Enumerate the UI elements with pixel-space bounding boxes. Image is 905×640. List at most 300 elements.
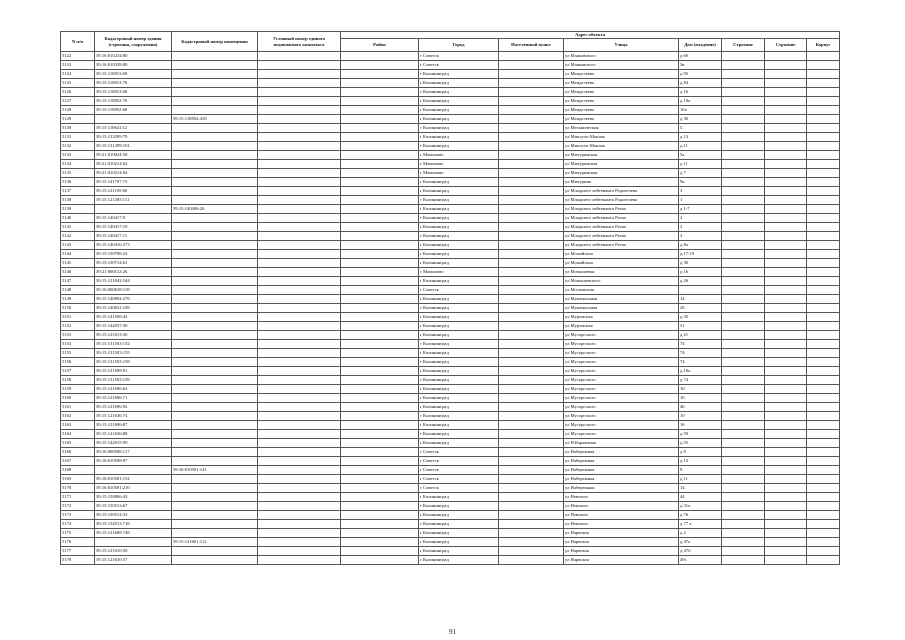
row-number: 5158 bbox=[61, 376, 95, 385]
korpus-cell bbox=[807, 448, 840, 457]
city-cell: г Калининград bbox=[419, 196, 499, 205]
table-row bbox=[61, 520, 840, 529]
settlement-cell bbox=[499, 493, 564, 502]
city-cell: г Калининград bbox=[419, 547, 499, 556]
street-cell: ул Мусоргского bbox=[564, 340, 679, 349]
street-cell: ул Миклухо-Маклая bbox=[564, 133, 679, 142]
city-cell: г Советск bbox=[419, 286, 499, 295]
street-cell: ул Мукомольная bbox=[564, 304, 679, 313]
building-cell bbox=[722, 151, 765, 160]
table-row bbox=[61, 124, 840, 133]
cad-building-cell: 39:21:000112:26 bbox=[95, 268, 172, 277]
city-cell: г Мамоново bbox=[419, 160, 499, 169]
settlement-cell bbox=[499, 475, 564, 484]
building-cell bbox=[722, 214, 765, 223]
city-cell: г Калининград bbox=[419, 349, 499, 358]
house-cell: 5а bbox=[679, 151, 722, 160]
korpus-cell bbox=[807, 520, 840, 529]
district-cell bbox=[341, 394, 419, 403]
table-row bbox=[61, 151, 840, 160]
structure-cell bbox=[765, 421, 807, 430]
unique-complex-cell bbox=[258, 142, 341, 151]
cad-building-cell: 39:15:121610:58 bbox=[95, 547, 172, 556]
row-number: 5166 bbox=[61, 448, 95, 457]
row-number: 5153 bbox=[61, 331, 95, 340]
district-cell bbox=[341, 304, 419, 313]
cad-room-cell bbox=[172, 79, 258, 88]
structure-cell bbox=[765, 313, 807, 322]
cad-room-cell bbox=[172, 430, 258, 439]
cad-room-cell bbox=[172, 151, 258, 160]
structure-cell bbox=[765, 124, 807, 133]
row-number: 5143 bbox=[61, 241, 95, 250]
cad-room-cell: 39:15:110852:418 bbox=[172, 115, 258, 124]
unique-complex-cell bbox=[258, 79, 341, 88]
cad-building-cell: 39:15:140804:27б bbox=[95, 295, 172, 304]
house-cell: д 11 bbox=[679, 160, 722, 169]
unique-complex-cell bbox=[258, 295, 341, 304]
settlement-cell bbox=[499, 160, 564, 169]
settlement-cell bbox=[499, 61, 564, 70]
korpus-cell bbox=[807, 385, 840, 394]
street-cell: ул Мусоргского bbox=[564, 367, 679, 376]
house-cell: 10а bbox=[679, 106, 722, 115]
unique-complex-cell bbox=[258, 493, 341, 502]
house-cell: 10 bbox=[679, 385, 722, 394]
table-row bbox=[61, 475, 840, 484]
street-cell: ул Мусоргского bbox=[564, 430, 679, 439]
table-row bbox=[61, 241, 840, 250]
city-cell: г Калининград bbox=[419, 331, 499, 340]
row-number: 5135 bbox=[61, 169, 95, 178]
korpus-cell bbox=[807, 358, 840, 367]
building-cell bbox=[722, 394, 765, 403]
city-cell: г Калининград bbox=[419, 511, 499, 520]
settlement-cell bbox=[499, 259, 564, 268]
table-row bbox=[61, 268, 840, 277]
house-cell: 5 bbox=[679, 124, 722, 133]
table-row bbox=[61, 88, 840, 97]
korpus-cell bbox=[807, 304, 840, 313]
house-cell: д 77 а bbox=[679, 520, 722, 529]
structure-cell bbox=[765, 187, 807, 196]
house-cell: д 16 bbox=[679, 268, 722, 277]
col-header-district: Район bbox=[341, 39, 419, 52]
city-cell: г Калининград bbox=[419, 250, 499, 259]
settlement-cell bbox=[499, 331, 564, 340]
table-row bbox=[61, 115, 840, 124]
city-cell: г Калининград bbox=[419, 493, 499, 502]
row-number: 5136 bbox=[61, 178, 95, 187]
unique-complex-cell bbox=[258, 367, 341, 376]
unique-complex-cell bbox=[258, 475, 341, 484]
structure-cell bbox=[765, 178, 807, 187]
district-cell bbox=[341, 187, 419, 196]
settlement-cell bbox=[499, 97, 564, 106]
settlement-cell bbox=[499, 538, 564, 547]
street-cell: ул Мусоргского bbox=[564, 358, 679, 367]
row-number: 5170 bbox=[61, 484, 95, 493]
table-row bbox=[61, 448, 840, 457]
korpus-cell bbox=[807, 124, 840, 133]
table-row bbox=[61, 403, 840, 412]
korpus-cell bbox=[807, 88, 840, 97]
table-row bbox=[61, 52, 840, 61]
house-cell: д 59 bbox=[679, 430, 722, 439]
district-cell bbox=[341, 511, 419, 520]
building-cell bbox=[722, 52, 765, 61]
settlement-cell bbox=[499, 376, 564, 385]
house-cell: д 10а bbox=[679, 367, 722, 376]
settlement-cell bbox=[499, 178, 564, 187]
cad-building-cell: 39:15:110852:60 bbox=[95, 106, 172, 115]
korpus-cell bbox=[807, 493, 840, 502]
building-cell bbox=[722, 250, 765, 259]
korpus-cell bbox=[807, 412, 840, 421]
district-cell bbox=[341, 97, 419, 106]
cad-building-cell: 39:15:150514:33 bbox=[95, 511, 172, 520]
cad-room-cell bbox=[172, 475, 258, 484]
cad-building-cell: 39:15:140631:169 bbox=[95, 304, 172, 313]
cad-room-cell bbox=[172, 214, 258, 223]
unique-complex-cell bbox=[258, 331, 341, 340]
page-number: 91 bbox=[449, 628, 456, 636]
house-cell: д 11 bbox=[679, 475, 722, 484]
settlement-cell bbox=[499, 457, 564, 466]
settlement-cell bbox=[499, 52, 564, 61]
row-number: 5144 bbox=[61, 250, 95, 259]
building-cell bbox=[722, 304, 765, 313]
table-row bbox=[61, 61, 840, 70]
house-cell: д 21 bbox=[679, 331, 722, 340]
district-cell bbox=[341, 538, 419, 547]
korpus-cell bbox=[807, 349, 840, 358]
street-cell: ул Набережная bbox=[564, 457, 679, 466]
building-cell bbox=[722, 376, 765, 385]
city-cell: г Калининград bbox=[419, 70, 499, 79]
korpus-cell bbox=[807, 115, 840, 124]
col-header-structure: Строение bbox=[765, 39, 807, 52]
city-cell: г Калининград bbox=[419, 412, 499, 421]
row-number: 5151 bbox=[61, 313, 95, 322]
settlement-cell bbox=[499, 70, 564, 79]
settlement-cell bbox=[499, 340, 564, 349]
table-row bbox=[61, 412, 840, 421]
street-cell: ул Младшего лейтенанта Родителева bbox=[564, 187, 679, 196]
table-row bbox=[61, 529, 840, 538]
settlement-cell bbox=[499, 286, 564, 295]
building-cell bbox=[722, 439, 765, 448]
structure-cell bbox=[765, 106, 807, 115]
city-cell: г Калининград bbox=[419, 187, 499, 196]
korpus-cell bbox=[807, 538, 840, 547]
street-cell: ул Менделеева bbox=[564, 106, 679, 115]
house-cell: 3в bbox=[679, 61, 722, 70]
row-number: 5133 bbox=[61, 151, 95, 160]
cad-room-cell bbox=[172, 403, 258, 412]
building-cell bbox=[722, 187, 765, 196]
house-cell: д 31а bbox=[679, 502, 722, 511]
settlement-cell bbox=[499, 439, 564, 448]
cad-building-cell bbox=[95, 205, 172, 214]
district-cell bbox=[341, 259, 419, 268]
district-cell bbox=[341, 493, 419, 502]
row-number: 5122 bbox=[61, 52, 95, 61]
house-cell: 46 bbox=[679, 403, 722, 412]
street-cell: ул Нарвская bbox=[564, 547, 679, 556]
table-row bbox=[61, 511, 840, 520]
building-cell bbox=[722, 403, 765, 412]
cad-room-cell bbox=[172, 340, 258, 349]
structure-cell bbox=[765, 97, 807, 106]
row-number: 5168 bbox=[61, 466, 95, 475]
unique-complex-cell bbox=[258, 358, 341, 367]
city-cell: г Калининград bbox=[419, 385, 499, 394]
unique-complex-cell bbox=[258, 403, 341, 412]
street-cell: ул Механическая bbox=[564, 124, 679, 133]
street-cell: ул Мопышевского bbox=[564, 277, 679, 286]
unique-complex-cell bbox=[258, 133, 341, 142]
settlement-cell bbox=[499, 484, 564, 493]
building-cell bbox=[722, 124, 765, 133]
city-cell: г Калининград bbox=[419, 430, 499, 439]
unique-complex-cell bbox=[258, 547, 341, 556]
korpus-cell bbox=[807, 232, 840, 241]
building-cell bbox=[722, 169, 765, 178]
cad-room-cell bbox=[172, 61, 258, 70]
cad-room-cell bbox=[172, 511, 258, 520]
district-cell bbox=[341, 502, 419, 511]
row-number: 5125 bbox=[61, 79, 95, 88]
city-cell: г Калининград bbox=[419, 394, 499, 403]
structure-cell bbox=[765, 511, 807, 520]
table-row bbox=[61, 322, 840, 331]
building-cell bbox=[722, 511, 765, 520]
city-cell: г Калининград bbox=[419, 367, 499, 376]
row-number: 5134 bbox=[61, 160, 95, 169]
cad-room-cell bbox=[172, 322, 258, 331]
cad-room-cell bbox=[172, 178, 258, 187]
structure-cell bbox=[765, 196, 807, 205]
district-cell bbox=[341, 106, 419, 115]
city-cell: г Калининград bbox=[419, 133, 499, 142]
house-cell: д 26 bbox=[679, 277, 722, 286]
cad-room-cell bbox=[172, 448, 258, 457]
korpus-cell bbox=[807, 295, 840, 304]
korpus-cell bbox=[807, 142, 840, 151]
cad-room-cell bbox=[172, 394, 258, 403]
unique-complex-cell bbox=[258, 70, 341, 79]
cad-room-cell bbox=[172, 259, 258, 268]
row-number: 5129 bbox=[61, 115, 95, 124]
cad-room-cell bbox=[172, 547, 258, 556]
structure-cell bbox=[765, 547, 807, 556]
row-number: 5145 bbox=[61, 259, 95, 268]
city-cell: г Калининград bbox=[419, 124, 499, 133]
row-number: 5178 bbox=[61, 556, 95, 565]
building-cell bbox=[722, 178, 765, 187]
district-cell bbox=[341, 286, 419, 295]
settlement-cell bbox=[499, 214, 564, 223]
cad-building-cell: 39:16:010501:152 bbox=[95, 475, 172, 484]
district-cell bbox=[341, 160, 419, 169]
street-cell: ул Менделеева bbox=[564, 70, 679, 79]
row-number: 5138 bbox=[61, 196, 95, 205]
street-cell: ул Младшего лейтенанта Ротко bbox=[564, 214, 679, 223]
district-cell bbox=[341, 295, 419, 304]
house-cell: 2 bbox=[679, 232, 722, 241]
cad-room-cell bbox=[172, 313, 258, 322]
col-header-settlement: Населенный пункт bbox=[499, 39, 564, 52]
table-row bbox=[61, 286, 840, 295]
street-cell: ул Мусоргского bbox=[564, 385, 679, 394]
table-row bbox=[61, 331, 840, 340]
building-cell bbox=[722, 88, 765, 97]
unique-complex-cell bbox=[258, 61, 341, 70]
korpus-cell bbox=[807, 457, 840, 466]
street-cell: ул Маяковского bbox=[564, 61, 679, 70]
house-cell: д 1-7 bbox=[679, 205, 722, 214]
building-cell bbox=[722, 331, 765, 340]
row-number: 5124 bbox=[61, 70, 95, 79]
table-row bbox=[61, 223, 840, 232]
cad-room-cell bbox=[172, 187, 258, 196]
cad-room-cell bbox=[172, 520, 258, 529]
district-cell bbox=[341, 475, 419, 484]
district-cell bbox=[341, 169, 419, 178]
street-cell: ул Можайская bbox=[564, 250, 679, 259]
district-cell bbox=[341, 340, 419, 349]
row-number: 5173 bbox=[61, 511, 95, 520]
settlement-cell bbox=[499, 151, 564, 160]
settlement-cell bbox=[499, 106, 564, 115]
unique-complex-cell bbox=[258, 304, 341, 313]
house-cell: д 76 bbox=[679, 511, 722, 520]
cad-building-cell: 39:15:140417:10 bbox=[95, 223, 172, 232]
korpus-cell bbox=[807, 313, 840, 322]
house-cell: 44 bbox=[679, 493, 722, 502]
cad-room-cell bbox=[172, 367, 258, 376]
city-cell: г Калининград bbox=[419, 502, 499, 511]
structure-cell bbox=[765, 295, 807, 304]
district-cell bbox=[341, 88, 419, 97]
building-cell bbox=[722, 430, 765, 439]
cad-building-cell: 39:15:121608:748 bbox=[95, 529, 172, 538]
table-row bbox=[61, 367, 840, 376]
street-cell: ул Мукомольная bbox=[564, 295, 679, 304]
cad-building-cell bbox=[95, 538, 172, 547]
row-number: 5132 bbox=[61, 142, 95, 151]
street-cell: ул Московская bbox=[564, 286, 679, 295]
col-header-cad-room: Кадастровый номер помещения bbox=[172, 32, 258, 52]
unique-complex-cell bbox=[258, 430, 341, 439]
building-cell bbox=[722, 340, 765, 349]
street-cell: ул Менделеева bbox=[564, 79, 679, 88]
table-row bbox=[61, 295, 840, 304]
street-cell: ул Менделеева bbox=[564, 115, 679, 124]
city-cell: г Калининград bbox=[419, 115, 499, 124]
street-cell: ул Мусоргского bbox=[564, 349, 679, 358]
cad-room-cell bbox=[172, 88, 258, 97]
table-row bbox=[61, 196, 840, 205]
cad-building-cell: 39:16:000618:118 bbox=[95, 286, 172, 295]
table-row bbox=[61, 349, 840, 358]
cad-room-cell bbox=[172, 160, 258, 169]
table-row bbox=[61, 133, 840, 142]
building-cell bbox=[722, 196, 765, 205]
district-cell bbox=[341, 457, 419, 466]
city-cell: г Калининград bbox=[419, 214, 499, 223]
row-number: 5148 bbox=[61, 286, 95, 295]
cad-room-cell bbox=[172, 412, 258, 421]
table-row bbox=[61, 70, 840, 79]
structure-cell bbox=[765, 331, 807, 340]
row-number: 5162 bbox=[61, 412, 95, 421]
street-cell: ул Набережная bbox=[564, 466, 679, 475]
unique-complex-cell bbox=[258, 286, 341, 295]
structure-cell bbox=[765, 142, 807, 151]
building-cell bbox=[722, 223, 765, 232]
building-cell bbox=[722, 556, 765, 565]
unique-complex-cell bbox=[258, 484, 341, 493]
col-header-house: Дом (владение) bbox=[679, 39, 722, 52]
cad-building-cell: 39:21:010214:62 bbox=[95, 160, 172, 169]
building-cell bbox=[722, 520, 765, 529]
unique-complex-cell bbox=[258, 169, 341, 178]
unique-complex-cell bbox=[258, 97, 341, 106]
street-cell: ул Мичуринская bbox=[564, 151, 679, 160]
house-cell: 74 bbox=[679, 349, 722, 358]
street-cell: ул Набережная bbox=[564, 484, 679, 493]
building-cell bbox=[722, 70, 765, 79]
building-cell bbox=[722, 457, 765, 466]
cad-building-cell: 39:15:131503:152 bbox=[95, 340, 172, 349]
col-header-num: N п/п bbox=[61, 32, 95, 52]
house-cell: 74 bbox=[679, 358, 722, 367]
house-cell: 9а bbox=[679, 178, 722, 187]
unique-complex-cell bbox=[258, 322, 341, 331]
settlement-cell bbox=[499, 430, 564, 439]
cad-building-cell: 39:15:121105:60 bbox=[95, 187, 172, 196]
city-cell: г Калининград bbox=[419, 295, 499, 304]
unique-complex-cell bbox=[258, 502, 341, 511]
cad-room-cell bbox=[172, 439, 258, 448]
building-cell bbox=[722, 97, 765, 106]
house-cell bbox=[679, 286, 722, 295]
korpus-cell bbox=[807, 61, 840, 70]
city-cell: г Советск bbox=[419, 61, 499, 70]
cad-building-cell: 39:15:131299:101 bbox=[95, 142, 172, 151]
table-row bbox=[61, 160, 840, 169]
city-cell: г Калининград bbox=[419, 322, 499, 331]
unique-complex-cell bbox=[258, 466, 341, 475]
district-cell bbox=[341, 214, 419, 223]
city-cell: г Советск bbox=[419, 457, 499, 466]
table-row bbox=[61, 547, 840, 556]
structure-cell bbox=[765, 79, 807, 88]
row-number: 5172 bbox=[61, 502, 95, 511]
building-cell bbox=[722, 529, 765, 538]
row-number: 5174 bbox=[61, 520, 95, 529]
settlement-cell bbox=[499, 232, 564, 241]
building-cell bbox=[722, 349, 765, 358]
settlement-cell bbox=[499, 385, 564, 394]
house-cell: 14 bbox=[679, 295, 722, 304]
city-cell: г Калининград bbox=[419, 205, 499, 214]
house-cell: 10 bbox=[679, 394, 722, 403]
cad-building-cell: 39:21:010214:84 bbox=[95, 169, 172, 178]
row-number: 5169 bbox=[61, 475, 95, 484]
